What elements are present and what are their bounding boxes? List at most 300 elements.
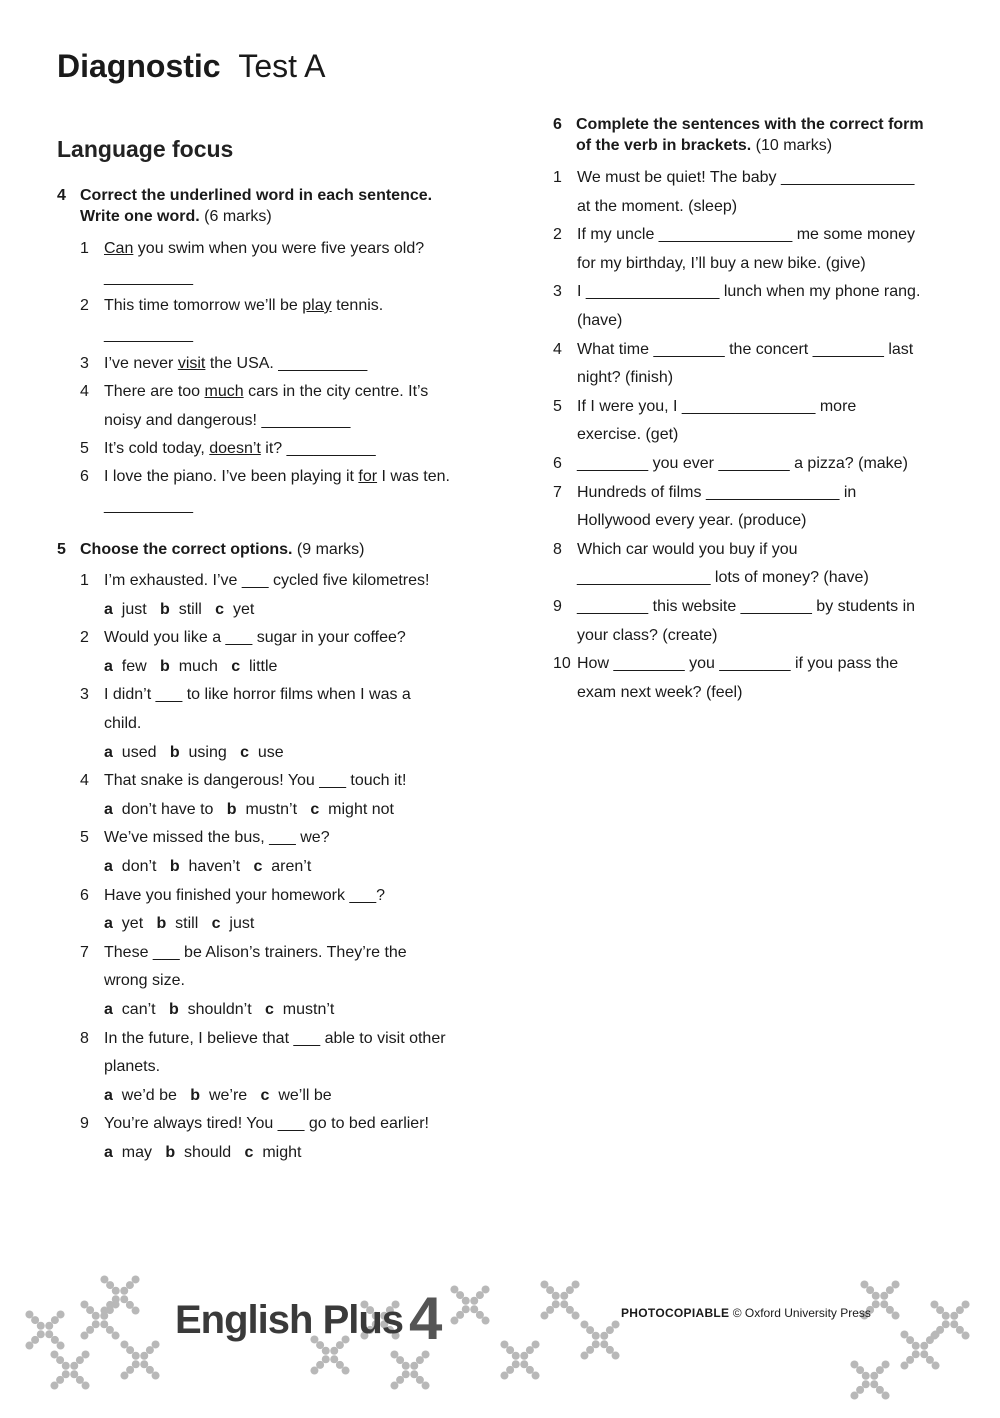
- exercise-number: 4: [57, 187, 66, 204]
- pattern-dot: [86, 1306, 94, 1314]
- question-text-pre: It’s cold today,: [104, 440, 210, 457]
- option-letter: a: [104, 858, 113, 875]
- question-text: That snake is dangerous! You ___ touch it!: [104, 772, 407, 790]
- pattern-dot: [560, 1292, 568, 1300]
- pattern-dot: [62, 1370, 70, 1378]
- pattern-dot: [62, 1362, 70, 1370]
- option-b: still: [175, 915, 199, 933]
- option-letter: c: [253, 858, 263, 875]
- pattern-dot: [390, 1382, 398, 1390]
- pattern-dot: [25, 1310, 33, 1318]
- question-text-post: tennis.: [331, 297, 384, 314]
- answer-options: [104, 857, 311, 877]
- pattern-dot: [860, 1280, 868, 1288]
- pattern-dot: [546, 1286, 554, 1294]
- question-number: 3: [80, 355, 89, 372]
- answer-options: [104, 800, 394, 820]
- pattern-dot: [856, 1366, 864, 1374]
- pattern-dot: [580, 1352, 588, 1360]
- pattern-dot: [146, 1366, 154, 1374]
- copyright-notice: [621, 1306, 871, 1320]
- pattern-dot: [870, 1372, 878, 1380]
- question-text: [104, 467, 450, 487]
- option-letter: a: [104, 915, 113, 933]
- pattern-dot: [586, 1346, 594, 1354]
- pattern-dot: [572, 1312, 580, 1320]
- question-text-pre: I’ve never: [104, 355, 178, 372]
- pattern-dot: [56, 1356, 64, 1364]
- pattern-dot: [876, 1366, 884, 1374]
- option-b: mustn’t: [245, 800, 298, 818]
- question-text: exam next week? (feel): [577, 683, 743, 701]
- pattern-dot: [886, 1286, 894, 1294]
- pattern-dot: [850, 1392, 858, 1400]
- pattern-dot: [31, 1316, 39, 1324]
- question-text: ________ this website ________ by students in: [577, 598, 916, 615]
- option-b: shouldn’t: [187, 1001, 252, 1018]
- question-text-post: the USA. __________: [205, 355, 368, 372]
- option-letter: c: [211, 915, 221, 933]
- option-c: might not: [328, 800, 394, 818]
- option-c: aren’t: [271, 858, 312, 875]
- pattern-dot: [600, 1340, 608, 1348]
- pattern-dot: [532, 1340, 540, 1348]
- pattern-dot: [882, 1392, 890, 1400]
- pattern-dot: [37, 1322, 45, 1330]
- pattern-dot: [912, 1342, 920, 1350]
- pattern-dot: [120, 1287, 128, 1295]
- pattern-dot: [112, 1287, 120, 1295]
- option-b: should: [184, 1144, 232, 1161]
- pattern-dot: [506, 1366, 514, 1374]
- pattern-dot: [82, 1382, 90, 1390]
- question-number: 6: [553, 455, 562, 472]
- pattern-dot: [396, 1356, 404, 1364]
- pattern-dot: [450, 1285, 458, 1293]
- pattern-dot: [872, 1292, 880, 1300]
- option-a: don’t: [121, 858, 157, 875]
- pattern-dot: [316, 1361, 324, 1369]
- pattern-dot: [106, 1281, 114, 1289]
- question-text: What time ________ the concert ________ last: [577, 340, 914, 358]
- pattern-dot: [962, 1300, 970, 1308]
- answer-options: [104, 1086, 332, 1106]
- question-number: 6: [80, 468, 89, 485]
- pattern-dot: [470, 1305, 478, 1313]
- question-text-pre: I love the piano. I’ve been playing it: [104, 468, 359, 485]
- question-text: [104, 296, 383, 316]
- pattern-dot: [526, 1366, 534, 1374]
- pattern-dot: [51, 1316, 59, 1324]
- question-text: _______________ lots of money? (have): [577, 569, 869, 587]
- pattern-dot: [856, 1386, 864, 1394]
- question-text: I’m exhausted. I’ve ___ cycled five kilometres!: [104, 572, 430, 589]
- pattern-dot: [612, 1352, 620, 1360]
- section-title: Language focus: [57, 136, 234, 162]
- option-letter: c: [244, 1144, 254, 1161]
- answer-options: [104, 743, 284, 763]
- pattern-dot: [930, 1332, 938, 1340]
- option-c: we’ll be: [278, 1086, 332, 1104]
- question-number: 2: [80, 297, 89, 314]
- pattern-dot: [82, 1350, 90, 1358]
- pattern-dot: [470, 1297, 478, 1305]
- pattern-dot: [45, 1322, 53, 1330]
- pattern-dot: [520, 1360, 528, 1368]
- pattern-dot: [580, 1320, 588, 1328]
- pattern-dot: [416, 1356, 424, 1364]
- pattern-dot: [526, 1346, 534, 1354]
- pattern-dot: [126, 1281, 134, 1289]
- answer-options: [104, 914, 254, 934]
- question-number: 3: [80, 686, 89, 704]
- underlined-word: visit: [177, 355, 206, 372]
- pattern-dot: [462, 1305, 470, 1313]
- pattern-dot: [942, 1312, 950, 1320]
- option-letter: a: [104, 1086, 113, 1104]
- pattern-dot: [396, 1376, 404, 1384]
- pattern-dot: [500, 1340, 508, 1348]
- exercise-5-header: [57, 539, 487, 561]
- question-number: 5: [80, 829, 89, 847]
- question-number: 7: [553, 483, 562, 501]
- question-text: If I were you, I _______________ more: [577, 397, 857, 415]
- pattern-dot: [906, 1356, 914, 1364]
- pattern-dot: [50, 1350, 58, 1358]
- answer-blank: __________: [104, 325, 193, 343]
- pattern-dot: [920, 1350, 928, 1358]
- pattern-dot: [462, 1297, 470, 1305]
- pattern-dot: [962, 1332, 970, 1340]
- exercise-6-header: [553, 114, 973, 158]
- pattern-dot: [552, 1292, 560, 1300]
- pattern-dot: [112, 1295, 120, 1303]
- question-text: ________ you ever ________ a pizza? (make): [577, 455, 908, 472]
- option-c: use: [257, 743, 284, 761]
- pattern-dot: [900, 1330, 908, 1338]
- question-number: 4: [80, 772, 89, 790]
- pattern-dot: [70, 1362, 78, 1370]
- pattern-dot: [126, 1366, 134, 1374]
- exercise-instruction: Complete the sentences with the correct form of the verb in brackets. (10 marks): [576, 116, 924, 154]
- pattern-dot: [566, 1286, 574, 1294]
- option-a: may: [121, 1144, 153, 1161]
- question-text: Have you finished your homework ___?: [104, 886, 386, 904]
- pattern-dot: [322, 1347, 330, 1355]
- underlined-word: play: [302, 297, 332, 314]
- question-number: 2: [553, 226, 562, 244]
- pattern-dot: [506, 1346, 514, 1354]
- title-rest: Test A: [238, 48, 326, 84]
- pattern-dot: [882, 1360, 890, 1368]
- pattern-dot: [106, 1326, 114, 1334]
- question-text-post: you swim when you were five years old?: [133, 240, 425, 257]
- pattern-dot: [146, 1346, 154, 1354]
- pattern-dot: [612, 1320, 620, 1328]
- question-number: 8: [80, 1029, 89, 1047]
- pattern-dot: [950, 1320, 958, 1328]
- option-a: can’t: [121, 1001, 156, 1018]
- brand-logo: English Plus 4: [175, 1285, 442, 1352]
- pattern-dot: [100, 1320, 108, 1328]
- footer-decoration: [0, 1260, 1000, 1413]
- pattern-dot: [926, 1356, 934, 1364]
- pattern-dot: [906, 1336, 914, 1344]
- pattern-dot: [410, 1370, 418, 1378]
- option-b: we’re: [208, 1086, 248, 1104]
- pattern-dot: [862, 1380, 870, 1388]
- pattern-dot: [37, 1330, 45, 1338]
- answer-options: [104, 1000, 334, 1020]
- pattern-dot: [92, 1312, 100, 1320]
- pattern-dot: [140, 1360, 148, 1368]
- question-text: (have): [577, 312, 623, 329]
- pattern-dot: [342, 1367, 350, 1375]
- pattern-dot: [956, 1306, 964, 1314]
- pattern-dot: [876, 1386, 884, 1394]
- question-text-line2: noisy and dangerous! __________: [104, 411, 351, 429]
- option-letter: a: [104, 743, 113, 761]
- pattern-dot: [930, 1300, 938, 1308]
- pattern-dot: [872, 1300, 880, 1308]
- underlined-word: doesn’t: [209, 440, 261, 457]
- pattern-dot: [80, 1300, 88, 1308]
- question-text: for my birthday, I’ll buy a new bike. (give): [577, 254, 866, 272]
- pattern-dot: [540, 1280, 548, 1288]
- answer-options: [104, 600, 254, 620]
- option-letter: a: [104, 1001, 113, 1018]
- question-text: [104, 439, 376, 459]
- page-title: [57, 48, 326, 85]
- question-number: 9: [553, 598, 562, 615]
- pattern-dot: [606, 1346, 614, 1354]
- option-a: used: [121, 743, 157, 761]
- pattern-dot: [512, 1352, 520, 1360]
- pattern-dot: [936, 1306, 944, 1314]
- question-number: 8: [553, 540, 562, 558]
- option-letter: b: [169, 743, 180, 761]
- question-text: [104, 354, 367, 374]
- pattern-dot: [552, 1300, 560, 1308]
- option-letter: a: [104, 1144, 113, 1161]
- pattern-dot: [57, 1310, 65, 1318]
- molecule-pattern-icon: [0, 1260, 1000, 1413]
- option-letter: b: [169, 858, 180, 875]
- brand-number: 4: [409, 1285, 442, 1352]
- pattern-dot: [456, 1311, 464, 1319]
- underlined-word: much: [204, 383, 244, 400]
- question-text: child.: [104, 715, 142, 732]
- question-text: night? (finish): [577, 369, 674, 387]
- option-a: yet: [121, 915, 144, 933]
- pattern-dot: [120, 1372, 128, 1380]
- pattern-dot: [592, 1340, 600, 1348]
- question-text: Hundreds of films _______________ in: [577, 483, 857, 501]
- option-b: much: [178, 657, 218, 675]
- pattern-dot: [520, 1352, 528, 1360]
- pattern-dot: [126, 1301, 134, 1309]
- underlined-word: for: [358, 468, 378, 485]
- pattern-dot: [892, 1280, 900, 1288]
- pattern-dot: [112, 1332, 120, 1340]
- pattern-dot: [126, 1346, 134, 1354]
- option-letter: c: [231, 657, 241, 675]
- pattern-dot: [892, 1312, 900, 1320]
- question-number: 5: [553, 397, 562, 415]
- question-number: 1: [553, 169, 562, 186]
- option-letter: c: [265, 1001, 274, 1018]
- answer-options: [104, 1143, 301, 1163]
- pattern-dot: [456, 1291, 464, 1299]
- option-letter: b: [160, 600, 170, 618]
- pattern-dot: [900, 1362, 908, 1370]
- pattern-dot: [120, 1340, 128, 1348]
- pattern-dot: [51, 1336, 59, 1344]
- question-number: 2: [80, 629, 89, 647]
- pattern-dot: [330, 1355, 338, 1363]
- option-letter: b: [156, 915, 167, 933]
- question-number: 7: [80, 943, 89, 961]
- question-text: exercise. (get): [577, 426, 679, 444]
- underlined-word: Can: [104, 240, 134, 257]
- option-letter: b: [160, 657, 170, 675]
- pattern-dot: [482, 1317, 490, 1325]
- pattern-dot: [942, 1320, 950, 1328]
- pattern-dot: [476, 1291, 484, 1299]
- pattern-dot: [310, 1367, 318, 1375]
- option-letter: b: [226, 800, 237, 818]
- question-text: Which car would you buy if you: [577, 540, 798, 558]
- question-number: 1: [80, 572, 89, 589]
- option-letter: c: [310, 800, 320, 818]
- title-bold: Diagnostic: [57, 48, 221, 84]
- pattern-dot: [336, 1361, 344, 1369]
- pattern-dot: [100, 1307, 108, 1315]
- pattern-dot: [572, 1280, 580, 1288]
- pattern-dot: [56, 1376, 64, 1384]
- pattern-dot: [70, 1370, 78, 1378]
- pattern-dot: [546, 1306, 554, 1314]
- option-c: yet: [232, 600, 255, 618]
- copyright-text: © Oxford University Press: [732, 1306, 871, 1320]
- pattern-dot: [936, 1326, 944, 1334]
- option-c: little: [248, 657, 278, 675]
- question-text-post: cars in the city centre. It’s: [243, 383, 429, 400]
- pattern-dot: [450, 1317, 458, 1325]
- answer-options: [104, 657, 277, 677]
- pattern-dot: [80, 1332, 88, 1340]
- exercise-number: 6: [553, 116, 562, 133]
- question-text: We’ve missed the bus, ___ we?: [104, 829, 330, 847]
- question-text: planets.: [104, 1058, 161, 1076]
- answer-blank: __________: [104, 268, 193, 286]
- question-text: We must be quiet! The baby _______________: [577, 169, 915, 186]
- pattern-dot: [76, 1356, 84, 1364]
- pattern-dot: [57, 1342, 65, 1350]
- option-letter: b: [168, 1001, 179, 1018]
- pattern-dot: [566, 1306, 574, 1314]
- pattern-dot: [402, 1370, 410, 1378]
- option-letter: a: [104, 800, 113, 818]
- pattern-dot: [500, 1372, 508, 1380]
- option-letter: a: [104, 657, 113, 675]
- question-text: I didn’t ___ to like horror films when I was a: [104, 686, 411, 704]
- option-b: still: [178, 600, 202, 618]
- question-text: These ___ be Alison’s trainers. They’re the: [104, 943, 407, 961]
- option-b: using: [188, 743, 227, 761]
- photocopiable-label: PHOTOCOPIABLE: [621, 1306, 730, 1320]
- pattern-dot: [45, 1330, 53, 1338]
- question-text: How ________ you ________ if you pass the: [577, 655, 899, 673]
- option-letter: a: [104, 600, 113, 618]
- pattern-dot: [512, 1360, 520, 1368]
- pattern-dot: [850, 1360, 858, 1368]
- option-b: haven’t: [188, 858, 241, 875]
- option-a: few: [121, 657, 147, 675]
- pattern-dot: [100, 1275, 108, 1283]
- pattern-dot: [956, 1326, 964, 1334]
- pattern-dot: [390, 1350, 398, 1358]
- exercise-instruction: Correct the underlined word in each sentence. Write one word. (6 marks): [80, 187, 433, 225]
- option-a: don’t have to: [121, 800, 214, 818]
- option-a: just: [121, 600, 147, 618]
- question-text-post: I was ten.: [377, 468, 450, 485]
- pattern-dot: [25, 1342, 33, 1350]
- option-letter: c: [240, 743, 250, 761]
- pattern-dot: [132, 1275, 140, 1283]
- pattern-dot: [76, 1376, 84, 1384]
- option-letter: c: [215, 600, 225, 618]
- pattern-dot: [92, 1320, 100, 1328]
- question-number: 9: [80, 1115, 89, 1133]
- question-text: wrong size.: [104, 972, 185, 990]
- pattern-dot: [482, 1285, 490, 1293]
- pattern-dot: [120, 1295, 128, 1303]
- pattern-dot: [106, 1301, 114, 1309]
- pattern-dot: [592, 1332, 600, 1340]
- question-number: 1: [80, 240, 89, 257]
- option-letter: b: [165, 1144, 176, 1161]
- question-text: If my uncle _______________ me some money: [577, 226, 915, 244]
- option-c: might: [262, 1144, 302, 1161]
- question-text: I _______________ lunch when my phone rang.: [577, 283, 921, 301]
- question-text: Would you like a ___ sugar in your coffee?: [104, 629, 406, 647]
- question-text: Hollywood every year. (produce): [577, 512, 807, 530]
- pattern-dot: [322, 1355, 330, 1363]
- question-number: 4: [553, 340, 562, 358]
- pattern-dot: [540, 1312, 548, 1320]
- pattern-dot: [410, 1362, 418, 1370]
- pattern-dot: [886, 1306, 894, 1314]
- question-text: [104, 239, 424, 259]
- question-text: at the moment. (sleep): [577, 197, 738, 215]
- question-text: your class? (create): [577, 626, 718, 644]
- option-c: just: [229, 915, 255, 933]
- pattern-dot: [132, 1307, 140, 1315]
- exercise-4-header: [57, 185, 487, 229]
- pattern-dot: [31, 1336, 39, 1344]
- pattern-dot: [422, 1382, 430, 1390]
- pattern-dot: [880, 1292, 888, 1300]
- question-number: 3: [553, 283, 562, 301]
- option-a: we’d be: [121, 1086, 177, 1104]
- pattern-dot: [866, 1286, 874, 1294]
- question-number: 6: [80, 886, 89, 904]
- pattern-dot: [532, 1372, 540, 1380]
- question-text: You’re always tired! You ___ go to bed earlier!: [104, 1115, 429, 1133]
- question-text-post: it? __________: [260, 440, 376, 457]
- pattern-dot: [560, 1300, 568, 1308]
